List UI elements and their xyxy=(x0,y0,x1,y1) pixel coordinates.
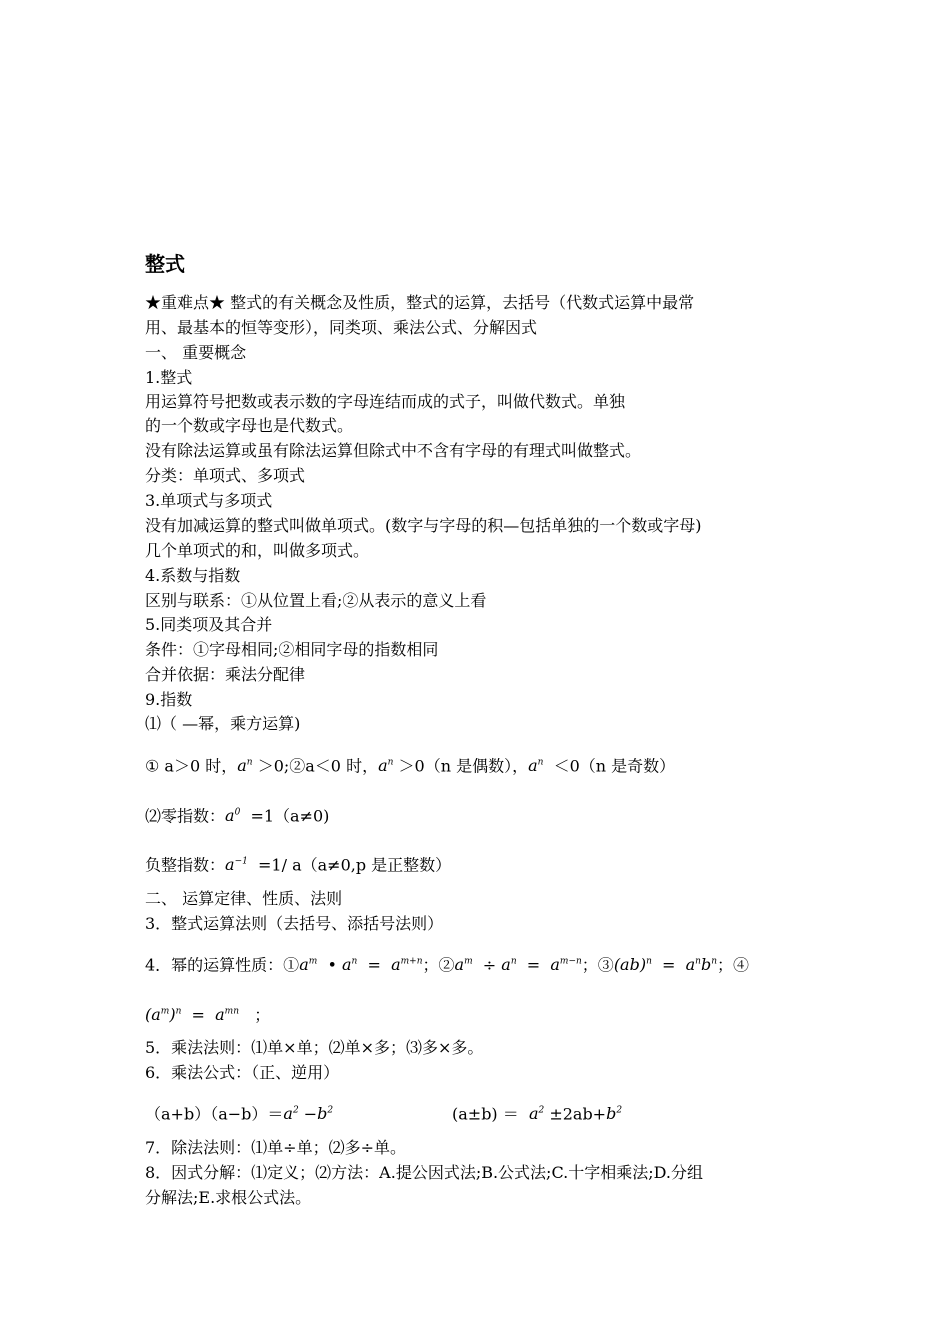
math-power: $a^n$ xyxy=(341,955,358,975)
math-power: $a^{mn}$ xyxy=(215,1005,240,1025)
text-segment: 负整指数： xyxy=(145,855,226,875)
subheading: 4.系数与指数 xyxy=(145,566,241,585)
text-line: 没有除法运算或虽有除法运算但除式中不含有字母的有理式叫做整式。 xyxy=(145,441,642,460)
text-segment: ；② xyxy=(422,955,455,975)
text-line: 分解法;E.求根公式法。 xyxy=(145,1188,312,1207)
math-power: $a^{m-n}$ xyxy=(550,955,582,975)
text-segment: ； xyxy=(254,1005,271,1025)
math-power: $a^n$ xyxy=(501,955,517,975)
math-power: $a^m$ xyxy=(299,955,318,975)
text-line: 条件：①字母相同;②相同字母的指数相同 xyxy=(145,640,439,659)
text-segment: ＞0;②a＜0 时， xyxy=(257,756,379,776)
math-power: $a^2$ xyxy=(528,1104,545,1124)
text-segment: ＞0（n 是偶数）， xyxy=(398,756,529,776)
text-line: 用、最基本的恒等变形），同类项、乘法公式、分解因式 xyxy=(145,318,538,337)
exponent-rule-line xyxy=(145,753,675,776)
math-power: $a^nb^n$ xyxy=(685,955,718,975)
section-heading: 二、 运算定律、性质、法则 xyxy=(145,889,343,908)
text-line: 6．乘法公式：（正、逆用） xyxy=(145,1063,340,1082)
math-power: $a^n$ xyxy=(378,756,394,776)
text-segment: ；④ xyxy=(717,955,750,975)
math-power: $a^n$ xyxy=(237,756,253,776)
text-line: ★重难点★ 整式的有关概念及性质，整式的运算，去括号（代数式运算中最常 xyxy=(145,293,695,312)
power-of-power-line: $(a^m)^n = a^{mn}$ ； xyxy=(145,1005,271,1025)
math-power: $b^2$ xyxy=(317,1104,334,1124)
text-line: 几个单项式的和，叫做多项式。 xyxy=(145,541,370,560)
subheading: 3.单项式与多项式 xyxy=(145,491,273,510)
text-line: ⑴（ —幂，乘方运算) xyxy=(145,714,301,733)
text-segment: ±2ab+ xyxy=(549,1104,607,1124)
formula-square-of-sum xyxy=(452,1101,622,1124)
math-power: $a^n$ xyxy=(528,756,544,776)
text-line: 没有加减运算的整式叫做单项式。(数字与字母的积—包括单独的一个数或字母) xyxy=(145,516,702,535)
math-power: $b^2$ xyxy=(606,1104,623,1124)
text-line: 5．乘法法则：⑴单×单；⑵单×多；⑶多×多。 xyxy=(145,1038,484,1057)
text-segment: (a±b) ＝ xyxy=(452,1104,519,1124)
text-line: 8．因式分解：⑴定义；⑵方法：A.提公因式法;B.公式法;C.十字相乘法;D.分组 xyxy=(145,1163,703,1182)
text-line: 分类：单项式、多项式 xyxy=(145,466,306,485)
text-segment: =1（a≠0) xyxy=(250,806,330,826)
math-power: $a^m$ xyxy=(454,955,473,975)
text-line: 合并依据：乘法分配律 xyxy=(145,665,306,684)
subheading: 1.整式 xyxy=(145,368,193,387)
page-title: 整式 xyxy=(145,252,185,276)
text-segment: ⑵零指数： xyxy=(145,806,226,826)
subheading: 5.同类项及其合并 xyxy=(145,615,273,634)
text-line: 的一个数或字母也是代数式。 xyxy=(145,416,354,435)
text-segment: ＜0（n 是奇数） xyxy=(553,756,676,776)
text-segment: ① a＞0 时， xyxy=(145,756,238,776)
negative-exponent-line xyxy=(145,852,451,875)
text-segment: =1/ a（a≠0,p 是正整数） xyxy=(258,855,452,875)
subheading: 9.指数 xyxy=(145,690,193,709)
math-power: $a^2$ xyxy=(283,1104,299,1124)
zero-exponent-line xyxy=(145,803,329,826)
math-power: (ab)$^n$ xyxy=(613,955,652,975)
text-line: 3．整式运算法则（去括号、添括号法则） xyxy=(145,914,444,933)
math-power: $a^{-1}$ xyxy=(225,855,248,875)
section-heading: 一、 重要概念 xyxy=(145,343,247,362)
text-segment: ；③ xyxy=(581,955,614,975)
text-line: 区别与联系：①从位置上看;②从表示的意义上看 xyxy=(145,591,487,610)
text-segment: 4．幂的运算性质：① xyxy=(145,955,300,975)
text-line: 7．除法法则：⑴单÷单；⑵多÷单。 xyxy=(145,1138,406,1157)
math-power: $(a^m)^n$ xyxy=(145,1005,182,1025)
math-power: $a^0$ xyxy=(225,806,241,826)
text-segment: （a+b）（a−b）＝ xyxy=(145,1104,284,1124)
formula-difference-of-squares: $(a+b)(a-b)=a^2 -b^2$ xyxy=(145,1104,334,1124)
text-line: 用运算符号把数或表示数的字母连结而成的式子，叫做代数式。单独 xyxy=(145,392,626,411)
math-power: $a^{m+n}$ xyxy=(391,955,423,975)
power-properties-line: 4．幂的运算性质：$①a^m$ • $a^n = a^{m+n}$；$②a^m \div a^n = a^{m-n}$；③(ab)$^n$ = $a^nb^n$；④ xyxy=(145,955,750,975)
